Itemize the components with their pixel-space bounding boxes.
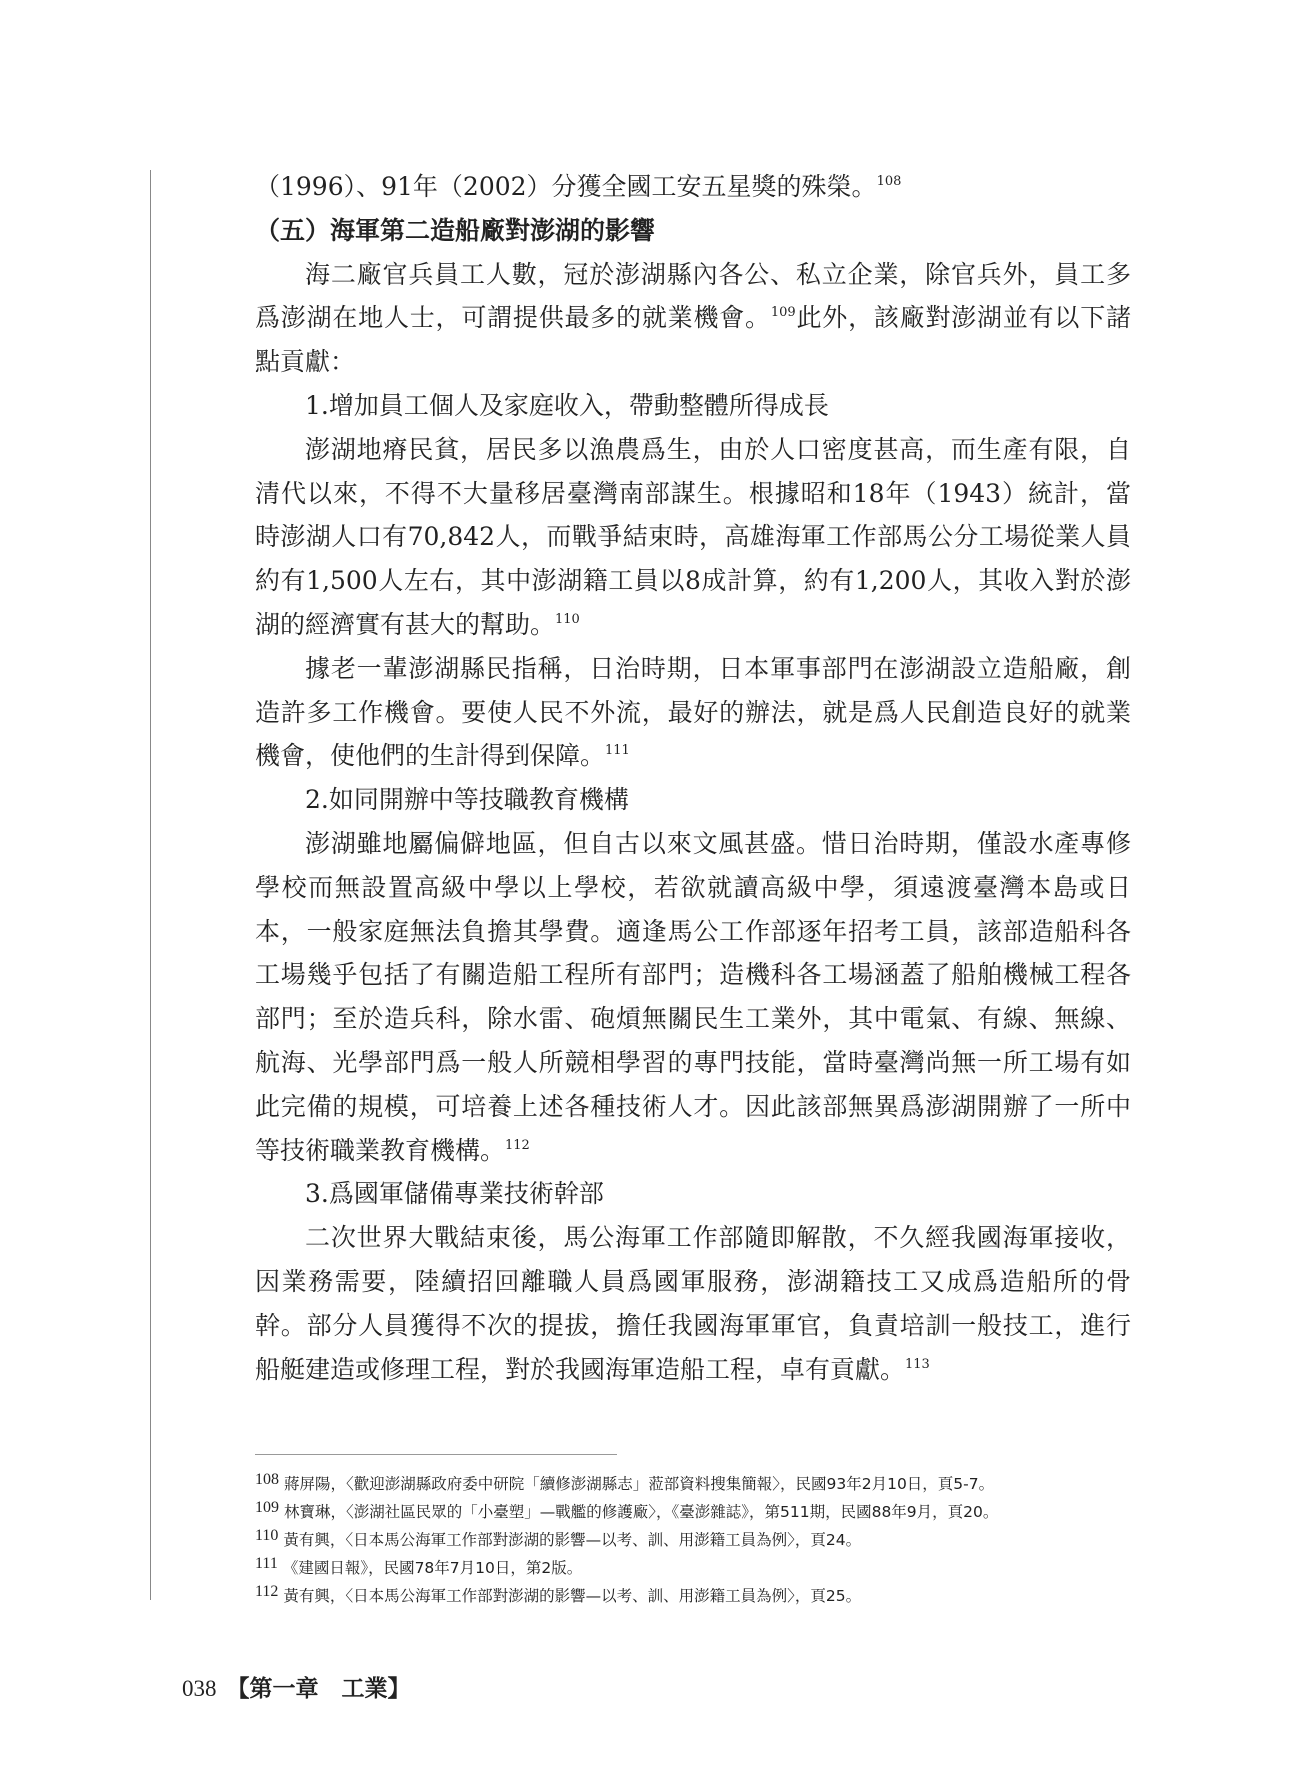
text-line bbox=[255, 1129, 1131, 1173]
text-line bbox=[255, 953, 1131, 997]
text-segment: 據老一輩澎湖縣民指稱，日治時期，日本軍事部門在澎湖設立造船廠，創 bbox=[305, 653, 1131, 683]
text-line bbox=[255, 647, 1131, 691]
text-segment: 澎湖雖地屬偏僻地區，但自古以來文風甚盛。惜日治時期，僅設水產專修 bbox=[305, 828, 1131, 858]
text-segment: （五）海軍第二造船廠對澎湖的影響 bbox=[255, 215, 656, 245]
text-line bbox=[255, 559, 1131, 603]
text-line bbox=[255, 1216, 1131, 1260]
footnotes bbox=[255, 1466, 1155, 1606]
text-segment: 1.增加員工個人及家庭收入，帶動整體所得成長 bbox=[305, 390, 829, 420]
text-segment: 清代以來，不得不大量移居臺灣南部謀生。根據昭和18年（1943）統計，當 bbox=[255, 478, 1131, 508]
text-segment: 約有1,500人左右，其中澎湖籍工員以8成計算，約有1,200人，其收入對於澎 bbox=[255, 566, 1131, 596]
text-line bbox=[255, 472, 1131, 516]
text-segment: （1996）、91年（2002）分獲全國工安五星獎的殊榮。 bbox=[255, 172, 877, 201]
body-text bbox=[255, 165, 1131, 1391]
text-segment: 機會，使他們的生計得到保障。 bbox=[255, 741, 606, 771]
text-segment: 湖的經濟實有甚大的幫助。 bbox=[255, 609, 556, 639]
text-segment: 2.如同開辦中等技職教育機構 bbox=[305, 785, 629, 815]
text-line bbox=[255, 1260, 1131, 1304]
text-segment: 本，一般家庭無法負擔其學費。適逢馬公工作部逐年招考工員，該部造船科各 bbox=[255, 916, 1131, 946]
text-segment: 造許多工作機會。要使人民不外流，最好的辦法，就是爲人民創造良好的就業 bbox=[255, 697, 1131, 727]
footnote-text: 蔣屏陽，〈歡迎澎湖縣政府委中研院「續修澎湖縣志」蒞部資料搜集簡報〉，民國93年2月10日，頁5-7。 bbox=[284, 1475, 995, 1493]
text-line bbox=[255, 866, 1131, 910]
text-line bbox=[255, 1348, 1131, 1392]
text-line bbox=[255, 1041, 1131, 1085]
text-segment: 幹。部分人員獲得不次的提拔，擔任我國海軍軍官，負責培訓一般技工，進行 bbox=[255, 1310, 1131, 1340]
subsection-heading bbox=[255, 778, 1131, 822]
text-line bbox=[255, 997, 1131, 1041]
page-footer bbox=[182, 1670, 411, 1703]
text-line bbox=[255, 296, 1131, 340]
text-segment: 學校而無設置高級中學以上學校，若欲就讀高級中學，須遠渡臺灣本島或日 bbox=[255, 872, 1131, 902]
text-line bbox=[255, 428, 1131, 472]
text-segment: 此外，該廠對澎湖並有以下諸 bbox=[795, 303, 1131, 333]
footnote-separator bbox=[255, 1454, 617, 1455]
margin-rule bbox=[150, 170, 151, 1600]
text-segment: 航海、光學部門爲一般人所競相學習的專門技能，當時臺灣尚無一所工場有如 bbox=[255, 1047, 1131, 1077]
subsection-heading bbox=[255, 1172, 1131, 1216]
footnote-ref: 111 bbox=[605, 743, 630, 759]
chapter-title: 【第一章 工業】 bbox=[226, 1675, 411, 1702]
footnote bbox=[255, 1550, 1155, 1578]
footnote-number: 112 bbox=[255, 1583, 279, 1600]
text-line bbox=[255, 515, 1131, 559]
footnote bbox=[255, 1466, 1155, 1494]
text-segment: 部門；至於造兵科，除水雷、砲熕無關民生工業外，其中電氣、有線、無線、 bbox=[255, 1004, 1131, 1034]
text-line bbox=[255, 603, 1131, 647]
text-segment: 此完備的規模，可培養上述各種技術人才。因此該部無異爲澎湖開辦了一所中 bbox=[255, 1091, 1131, 1121]
text-line bbox=[255, 1304, 1131, 1348]
footnote-ref: 108 bbox=[876, 174, 902, 189]
footnote bbox=[255, 1578, 1155, 1606]
footnote-number: 108 bbox=[255, 1471, 279, 1488]
text-line bbox=[255, 691, 1131, 735]
footnote-number: 109 bbox=[255, 1499, 279, 1516]
text-segment: 澎湖地瘠民貧，居民多以漁農爲生，由於人口密度甚高，而生產有限，自 bbox=[305, 434, 1131, 464]
text-segment: 3.爲國軍儲備專業技術幹部 bbox=[305, 1179, 604, 1209]
text-segment: 因業務需要，陸續招回離職人員爲國軍服務，澎湖籍技工又成爲造船所的骨 bbox=[255, 1266, 1131, 1296]
section-heading bbox=[255, 209, 1131, 253]
subsection-heading bbox=[255, 384, 1131, 428]
text-line bbox=[255, 910, 1131, 954]
text-line bbox=[255, 734, 1131, 778]
footnote-text: 黃有興，〈日本馬公海軍工作部對澎湖的影響—以考、訓、用澎籍工員為例〉，頁25。 bbox=[283, 1587, 862, 1605]
text-line bbox=[255, 822, 1131, 866]
footnote-ref: 113 bbox=[905, 1356, 930, 1372]
text-segment: 二次世界大戰結束後，馬公海軍工作部隨即解散，不久經我國海軍接收， bbox=[305, 1223, 1131, 1253]
text-segment: 等技術職業教育機構。 bbox=[255, 1135, 506, 1165]
footnote-ref: 109 bbox=[770, 305, 796, 321]
text-line bbox=[255, 340, 1131, 384]
text-line bbox=[255, 253, 1131, 297]
text-segment: 時澎湖人口有70,842人，而戰爭結束時，高雄海軍工作部馬公分工場從業人員 bbox=[255, 522, 1131, 552]
footnote bbox=[255, 1522, 1155, 1550]
footnote-ref: 112 bbox=[505, 1137, 530, 1153]
footnote-number: 111 bbox=[255, 1555, 278, 1572]
footnote-text: 黃有興，〈日本馬公海軍工作部對澎湖的影響—以考、訓、用澎籍工員為例〉，頁24。 bbox=[283, 1531, 862, 1549]
text-line bbox=[255, 1085, 1131, 1129]
footnote-ref: 110 bbox=[555, 611, 580, 627]
text-segment: 點貢獻： bbox=[255, 347, 356, 377]
footnote-text: 《建國日報》，民國78年7月10日，第2版。 bbox=[282, 1559, 583, 1577]
footnote-number: 110 bbox=[255, 1527, 279, 1544]
footnote bbox=[255, 1494, 1155, 1522]
text-line bbox=[255, 165, 1131, 209]
text-segment: 船艇建造或修理工程，對於我國海軍造船工程，卓有貢獻。 bbox=[255, 1354, 906, 1384]
page-number: 038 bbox=[182, 1676, 217, 1701]
text-segment: 工場幾乎包括了有關造船工程所有部門；造機科各工場涵蓋了船舶機械工程各 bbox=[255, 960, 1131, 990]
text-segment: 爲澎湖在地人士，可謂提供最多的就業機會。 bbox=[255, 303, 771, 333]
text-segment: 海二廠官兵員工人數，冠於澎湖縣內各公、私立企業，除官兵外，員工多 bbox=[305, 259, 1131, 289]
footnote-text: 林寶琳，〈澎湖社區民眾的「小臺塑」—戰艦的修護廠〉，《臺澎雜誌》，第511期，民國88年9月，頁20。 bbox=[284, 1503, 999, 1521]
